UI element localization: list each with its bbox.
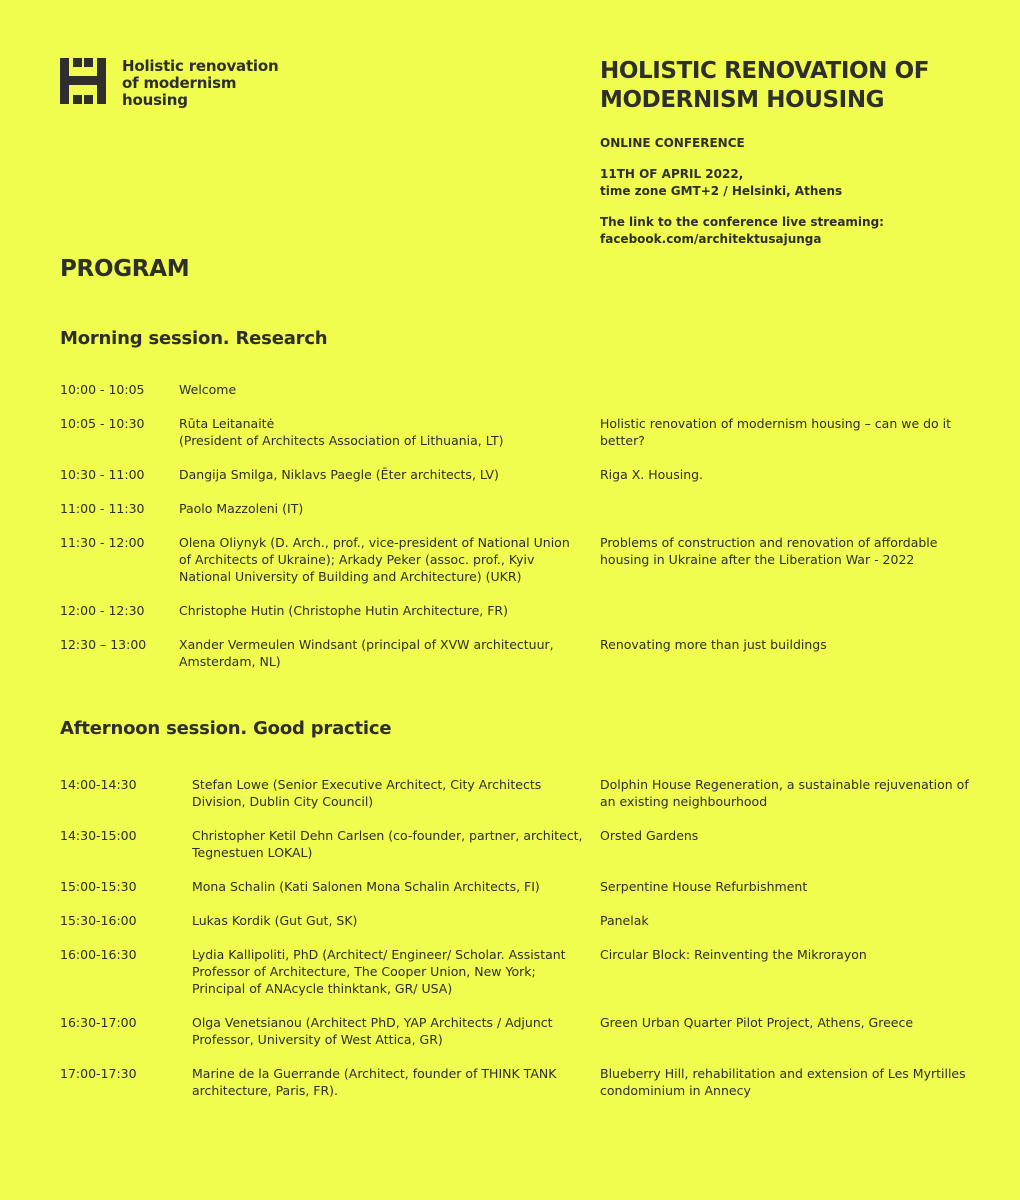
time-slot: 10:00 - 10:05: [60, 382, 145, 397]
talk-topic: Circular Block: Reinventing the Mikrorayon: [600, 947, 867, 962]
date-line: 11TH OF APRIL 2022,: [600, 167, 744, 181]
logo-text: [122, 58, 278, 109]
time-slot: 14:30-15:00: [60, 828, 137, 843]
stream-link-label: The link to the conference live streaming:: [600, 215, 884, 229]
speaker: Christopher Ketil Dehn Carlsen (co-founder, partner, architect, Tegnestuen LOKAL): [192, 828, 583, 860]
conference-title: [600, 57, 1000, 115]
time-slot: 14:00-14:30: [60, 777, 137, 792]
speaker: Welcome: [179, 382, 237, 397]
conference-type: ONLINE CONFERENCE: [600, 136, 745, 150]
talk-topic: Panelak: [600, 913, 649, 928]
timezone-line: time zone GMT+2 / Helsinki, Athens: [600, 184, 843, 198]
time-slot: 15:30-16:00: [60, 913, 137, 928]
logo: [60, 58, 278, 109]
speaker: Lukas Kordik (Gut Gut, SK): [192, 913, 358, 928]
talk-topic: Holistic renovation of modernism housing – can we do it better?: [600, 416, 952, 448]
speaker: Marine de la Guerrande (Architect, founder of THINK TANK architecture, Paris, FR).: [192, 1066, 557, 1098]
time-slot: 12:30 – 13:00: [60, 637, 147, 652]
afternoon-session-title: Afternoon session. Good practice: [60, 718, 392, 739]
conference-date: [600, 166, 1000, 200]
talk-topic: Orsted Gardens: [600, 828, 699, 843]
logo-line: housing: [122, 91, 188, 109]
morning-session-title: Morning session. Research: [60, 328, 328, 349]
speaker: Stefan Lowe (Senior Executive Architect, City Architects Division, Dublin City Council): [192, 777, 542, 809]
speaker: Olena Oliynyk (D. Arch., prof., vice-president of National Union of Architects of Ukraine); Arkady Peker (assoc. prof., Kyiv National University of Building and Architecture) (UKR): [179, 535, 570, 584]
speaker: Xander Vermeulen Windsant (principal of XVW architectuur, Amsterdam, NL): [179, 637, 554, 669]
talk-topic: Problems of construction and renovation of affordable housing in Ukraine after the Liberation War - 2022: [600, 535, 938, 567]
stream-link-block: [600, 214, 1000, 248]
logo-line: Holistic renovation: [122, 57, 279, 75]
title-line: MODERNISM HOUSING: [600, 87, 885, 113]
conference-header: [600, 57, 1000, 248]
speaker: Dangija Smilga, Niklavs Paegle (Ēter architects, LV): [179, 467, 499, 482]
time-slot: 17:00-17:30: [60, 1066, 137, 1081]
speaker: Lydia Kallipoliti, PhD (Architect/ Engineer/ Scholar. Assistant Professor of Architecture, The Cooper Union, New York; Principal of ANAcycle thinktank, GR/ USA): [192, 947, 566, 996]
talk-topic: Riga X. Housing.: [600, 467, 704, 482]
program-title: PROGRAM: [60, 256, 190, 282]
speaker: Mona Schalin (Kati Salonen Mona Schalin Architects, FI): [192, 879, 540, 894]
talk-topic: Dolphin House Regeneration, a sustainable rejuvenation of an existing neighbourhood: [600, 777, 969, 809]
time-slot: 16:30-17:00: [60, 1015, 137, 1030]
time-slot: 12:00 - 12:30: [60, 603, 145, 618]
talk-topic: Green Urban Quarter Pilot Project, Athens, Greece: [600, 1015, 914, 1030]
title-line: HOLISTIC RENOVATION OF: [600, 58, 930, 84]
H-monogram-icon: [60, 58, 106, 104]
speaker: Paolo Mazzoleni (IT): [179, 501, 304, 516]
speaker: Rūta Leitanaitė (President of Architects Association of Lithuania, LT): [179, 416, 504, 448]
time-slot: 16:00-16:30: [60, 947, 137, 962]
time-slot: 11:00 - 11:30: [60, 501, 145, 516]
time-slot: 11:30 - 12:00: [60, 535, 145, 550]
speaker: Olga Venetsianou (Architect PhD, YAP Architects / Adjunct Professor, University of West Attica, GR): [192, 1015, 553, 1047]
talk-topic: Renovating more than just buildings: [600, 637, 827, 652]
logo-line: of modernism: [122, 74, 237, 92]
stream-link[interactable]: facebook.com/architektusajunga: [600, 232, 822, 246]
time-slot: 10:05 - 10:30: [60, 416, 145, 431]
talk-topic: Blueberry Hill, rehabilitation and extension of Les Myrtilles condominium in Annecy: [600, 1066, 966, 1098]
speaker: Christophe Hutin (Christophe Hutin Architecture, FR): [179, 603, 508, 618]
talk-topic: Serpentine House Refurbishment: [600, 879, 808, 894]
time-slot: 10:30 - 11:00: [60, 467, 145, 482]
time-slot: 15:00-15:30: [60, 879, 137, 894]
